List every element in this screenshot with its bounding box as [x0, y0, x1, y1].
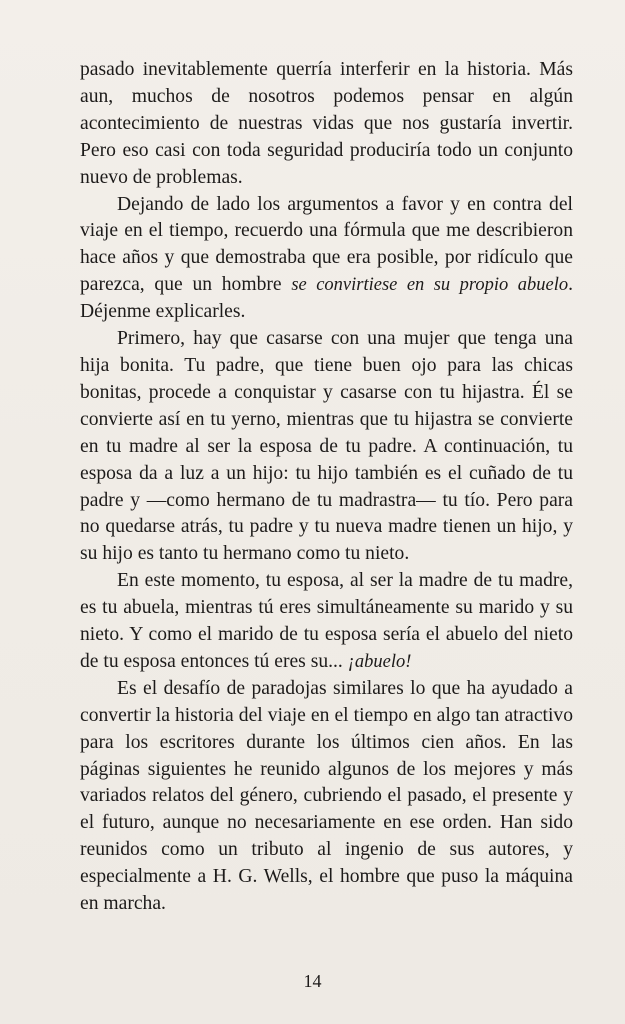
- paragraph-4: [80, 568, 573, 676]
- page-number: 14: [303, 971, 322, 991]
- paragraph-2-text-b: . Déjenme explicarles.: [80, 274, 573, 323]
- paragraph-3: [80, 326, 573, 568]
- paragraph-4-italic-word: ¡abuelo!: [347, 651, 412, 672]
- paragraph-5-text: Es el desafío de paradojas similares lo que ha ayudado a convertir la historia del viaje en el tiempo en algo tan atractivo para los escritores durante los últimos cien años. En las páginas siguientes he reunido algunos de los mejores y más variados relatos del género, cubriendo el pasado, el presente y el futuro, aunque no necesariamente en ese orden. Han sido reunidos como un tributo al ingenio de sus autores, y especialmente a H. G. Wells, el hombre que puso la máquina en marcha.: [80, 677, 573, 915]
- paragraph-2-text-a: Dejando de lado los argumentos a favor y en contra del viaje en el tiempo, recuerdo una fórmula que me describieron hace años y que demostraba que era posible, por ridículo que parezca, que un hombre: [80, 193, 573, 296]
- paragraph-1: [80, 57, 573, 192]
- paragraph-4-text: En este momento, tu esposa, al ser la madre de tu madre, es tu abuela, mientras tú eres simultáneamente su marido y su nieto. Y como el marido de tu esposa sería el abuelo del nieto de tu esposa entonces tú eres su...: [80, 570, 573, 672]
- body-text: [80, 57, 573, 918]
- paragraph-2-italic-phrase: se convirtiese en su propio abuelo: [291, 275, 569, 296]
- paragraph-3-text: Primero, hay que casarse con una mujer que tenga una hija bonita. Tu padre, que tiene buen ojo para las chicas bonitas, procede a conquistar y casarse con tu hijastra. Él se convierte así en tu yerno, mientras que tu hijastra se convierte en tu madre al ser la esposa de tu padre. A continuación, tu esposa da a luz a un hijo: tu hijo también es el cuñado de tu padre y —como hermano de tu madrastra— tu tío. Pero para no quedarse atrás, tu padre y tu nueva madre tienen un hijo, y su hijo es tanto tu hermano como tu nieto.: [80, 328, 573, 565]
- paragraph-2: [80, 192, 573, 327]
- paragraph-1-text: pasado inevitablemente querría interferir en la historia. Más aun, muchos de nosotros podemos pensar en algún acontecimiento de nuestras vidas que nos gustaría invertir. Pero eso casi con toda seguridad produciría todo un conjunto nuevo de problemas.: [80, 59, 573, 188]
- paragraph-5: [80, 676, 573, 918]
